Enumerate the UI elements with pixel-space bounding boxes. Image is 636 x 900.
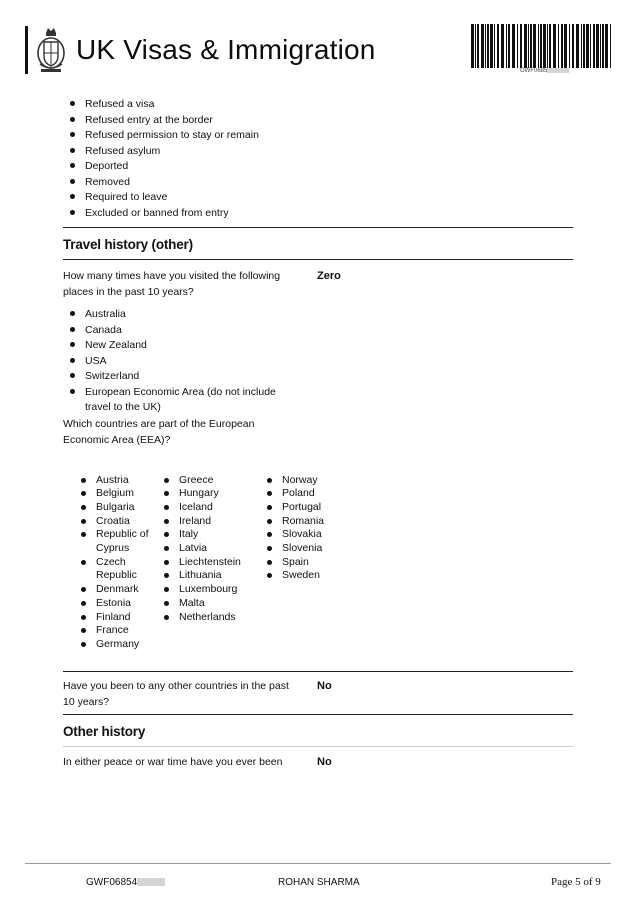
footer-rule <box>25 863 611 864</box>
list-item: Norway <box>260 474 340 488</box>
list-item: Austria <box>74 474 157 488</box>
list-item: Bulgaria <box>74 501 157 515</box>
list-item: Removed <box>63 175 573 191</box>
list-item: Deported <box>63 159 573 175</box>
list-item: USA <box>63 354 303 370</box>
other-countries-answer: No <box>317 679 332 692</box>
war-question: In either peace or war time have you ever been <box>63 755 283 768</box>
list-item: France <box>74 624 157 638</box>
barcode-label: GWF0685 <box>520 68 569 74</box>
list-item: Refused a visa <box>63 97 573 113</box>
list-item: Refused entry at the border <box>63 113 573 129</box>
list-item: Liechtenstein <box>157 556 260 570</box>
list-item: Ireland <box>157 515 260 529</box>
places-list <box>63 307 303 416</box>
immigration-history-list <box>63 97 573 221</box>
section-divider <box>63 671 573 672</box>
list-item: Belgium <box>74 487 157 501</box>
other-countries-question: Have you been to any other countries in the past 10 years? <box>63 679 289 708</box>
brand-title: UK Visas & Immigration <box>76 34 376 65</box>
list-item: Latvia <box>157 542 260 556</box>
page-number: Page 5 of 9 <box>551 876 601 888</box>
list-item: Denmark <box>74 583 157 597</box>
eea-country-columns <box>74 474 573 652</box>
list-item: Sweden <box>260 569 340 583</box>
list-item: Estonia <box>74 597 157 611</box>
eea-column-1 <box>74 474 157 652</box>
section-divider <box>63 259 573 260</box>
eea-column-3 <box>260 474 340 652</box>
list-item: Switzerland <box>63 369 303 385</box>
list-item: Greece <box>157 474 260 488</box>
list-item: Malta <box>157 597 260 611</box>
list-item: Required to leave <box>63 190 573 206</box>
list-item: Croatia <box>74 515 157 529</box>
list-item: Refused permission to stay or remain <box>63 128 573 144</box>
list-item: Slovakia <box>260 528 340 542</box>
list-item: Australia <box>63 307 303 323</box>
eea-question: Which countries are part of the European Economic Area (EEA)? <box>63 417 255 446</box>
list-item: Czech Republic <box>74 556 157 583</box>
visits-question-row <box>63 268 573 300</box>
list-item: Canada <box>63 323 303 339</box>
war-question-row <box>63 754 573 770</box>
list-item: Finland <box>74 611 157 625</box>
list-item: Excluded or banned from entry <box>63 206 573 222</box>
royal-crest-icon <box>36 26 66 74</box>
visits-question: How many times have you visited the following places in the past 10 years? <box>63 270 281 298</box>
document-content <box>63 97 573 770</box>
barcode-icon <box>471 24 611 70</box>
list-item: Netherlands <box>157 611 260 625</box>
list-item: Romania <box>260 515 340 529</box>
list-item: Refused asylum <box>63 144 573 160</box>
list-item: European Economic Area (do not include travel to the UK) <box>63 385 303 416</box>
war-answer: No <box>317 755 332 768</box>
section-title-other-history: Other history <box>63 723 146 739</box>
list-item: Hungary <box>157 487 260 501</box>
visits-answer: Zero <box>317 270 341 282</box>
list-item: Republic of Cyprus <box>74 528 157 555</box>
list-item: Portugal <box>260 501 340 515</box>
footer-name: ROHAN SHARMA <box>278 877 360 888</box>
list-item: Italy <box>157 528 260 542</box>
list-item: Poland <box>260 487 340 501</box>
list-item: Spain <box>260 556 340 570</box>
section-title-travel-other: Travel history (other) <box>63 237 193 252</box>
list-item: Lithuania <box>157 569 260 583</box>
list-item: Luxembourg <box>157 583 260 597</box>
list-item: Germany <box>74 638 157 652</box>
other-countries-row <box>63 678 573 710</box>
footer-reference: GWF06854 <box>86 877 165 888</box>
list-item: Slovenia <box>260 542 340 556</box>
section-divider <box>63 746 573 747</box>
list-item: Iceland <box>157 501 260 515</box>
page-header <box>0 0 636 90</box>
header-rule <box>25 26 28 74</box>
list-item: New Zealand <box>63 338 303 354</box>
eea-column-2 <box>157 474 260 652</box>
